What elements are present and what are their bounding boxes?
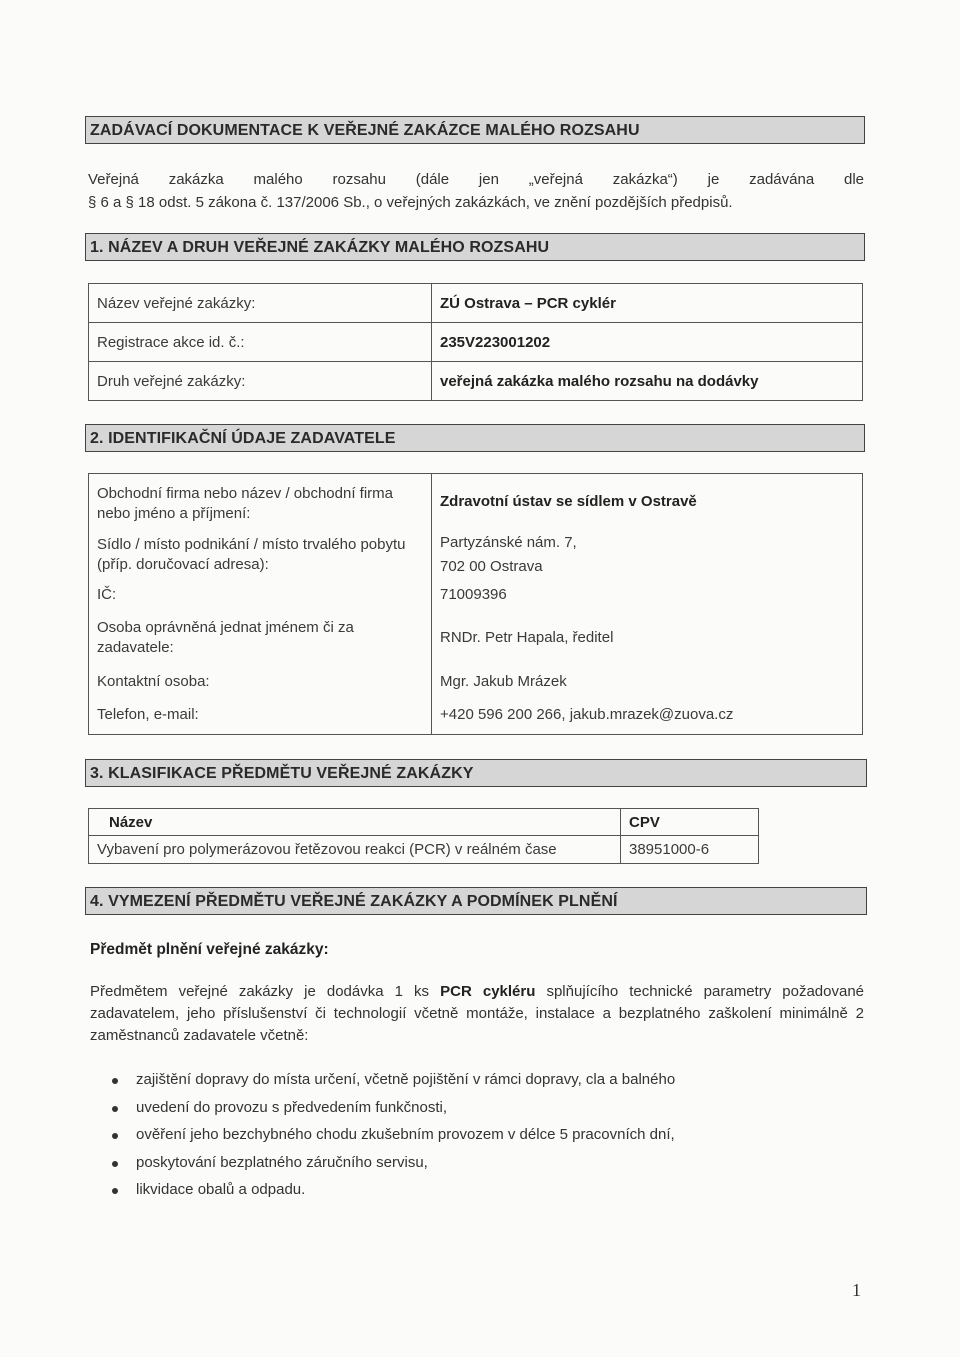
list-item-text: likvidace obalů a odpadu. [136, 1181, 306, 1198]
table-row [89, 362, 863, 401]
cpv-col-name-header: Název [89, 809, 621, 836]
table-row [89, 580, 863, 610]
phone-email-value: +420 596 200 266, jakub.mrazek@zuova.cz [432, 697, 863, 735]
address-city: 702 00 Ostrava [440, 557, 543, 575]
list-item-text: zajištění dopravy do místa určení, včetně pojištění v rámci dopravy, cla a balného [136, 1071, 676, 1088]
contact-value: Mgr. Jakub Mrázek [432, 667, 863, 697]
ic-label: IČ: [89, 580, 432, 610]
bullet-icon [112, 1133, 118, 1139]
contact-label: Kontaktní osoba: [89, 667, 432, 697]
name-value: ZÚ Ostrava – PCR cyklér [432, 284, 863, 323]
deliverables-list [108, 1066, 675, 1204]
section3-table [88, 808, 759, 864]
section2-table [88, 473, 863, 735]
paragraph-text-2: splňujícího technické parametry požadované zadavatelem, jeho příslušenství či technologií včetně montáže, instalace a bezplatného zaškolení minimálně 2 zaměstnanců zadavatele včetně: [90, 983, 865, 1044]
company-label: Obchodní firma nebo název / obchodní firma nebo jméno a příjmení: [89, 474, 432, 530]
list-item [108, 1094, 675, 1122]
section4-paragraph [90, 981, 864, 1047]
document-title: ZADÁVACÍ DOKUMENTACE K VEŘEJNÉ ZAKÁZCE MALÉHO ROZSAHU [85, 116, 865, 144]
table-row [89, 809, 759, 836]
section3-heading: 3. KLASIFIKACE PŘEDMĚTU VEŘEJNÉ ZAKÁZKY [85, 759, 867, 787]
section4-heading: 4. VYMEZENÍ PŘEDMĚTU VEŘEJNÉ ZAKÁZKY A PODMÍNEK PLNĚNÍ [85, 887, 867, 915]
bullet-icon [112, 1106, 118, 1112]
section2-heading: 2. IDENTIFIKAČNÍ ÚDAJE ZADAVATELE [85, 424, 865, 452]
address-label: Sídlo / místo podnikání / místo trvalého pobytu (příp. doručovací adresa): [89, 530, 432, 580]
list-item [108, 1121, 675, 1149]
table-row [89, 323, 863, 362]
table-row [89, 697, 863, 735]
cpv-item-name: Vybavení pro polymerázovou řetězovou reakci (PCR) v reálném čase [89, 836, 621, 864]
list-item [108, 1176, 675, 1204]
intro-line-1: Veřejná zakázka malého rozsahu (dále jen „veřejná zakázka“) je zadávána dle [88, 171, 864, 188]
bullet-icon [112, 1078, 118, 1084]
page-number: 1 [852, 1280, 861, 1300]
authorized-person-value: RNDr. Petr Hapala, ředitel [432, 610, 863, 667]
section1-table [88, 283, 863, 401]
bullet-icon [112, 1161, 118, 1167]
list-item [108, 1066, 675, 1094]
name-label: Název veřejné zakázky: [89, 284, 432, 323]
paragraph-bold-text: PCR cykléru [440, 983, 536, 1000]
table-row [89, 836, 759, 864]
registration-value: 235V223001202 [432, 323, 863, 362]
table-row [89, 530, 863, 580]
table-row [89, 667, 863, 697]
list-item [108, 1149, 675, 1177]
list-item-text: ověření jeho bezchybného chodu zkušebním provozem v délce 5 pracovních dní, [136, 1126, 675, 1143]
registration-label: Registrace akce id. č.: [89, 323, 432, 362]
cpv-item-code: 38951000-6 [621, 836, 759, 864]
list-item-text: uvedení do provozu s předvedením funkčnosti, [136, 1098, 448, 1116]
ic-value: 71009396 [432, 580, 863, 610]
bullet-icon [112, 1188, 118, 1194]
list-item-text: poskytování bezplatného záručního servisu, [136, 1153, 428, 1171]
table-row [89, 474, 863, 530]
intro-line-2: § 6 a § 18 odst. 5 zákona č. 137/2006 Sb., o veřejných zakázkách, ve znění pozdějších předpisů. [88, 194, 733, 211]
company-value: Zdravotní ústav se sídlem v Ostravě [432, 474, 863, 530]
paragraph-text-1: Předmětem veřejné zakázky je dodávka 1 ks [90, 983, 441, 1000]
table-row [89, 610, 863, 667]
type-value: veřejná zakázka malého rozsahu na dodávky [432, 362, 863, 401]
address-value [432, 530, 863, 580]
section4-subheading: Předmět plnění veřejné zakázky: [90, 941, 329, 958]
cpv-col-cpv-header: CPV [621, 809, 759, 836]
type-label: Druh veřejné zakázky: [89, 362, 432, 401]
address-street: Partyzánské nám. 7, [440, 533, 577, 551]
table-row [89, 284, 863, 323]
authorized-person-label: Osoba oprávněná jednat jménem či za zadavatele: [89, 610, 432, 667]
section1-heading: 1. NÁZEV A DRUH VEŘEJNÉ ZAKÁZKY MALÉHO ROZSAHU [85, 233, 865, 261]
phone-email-label: Telefon, e-mail: [89, 697, 432, 735]
